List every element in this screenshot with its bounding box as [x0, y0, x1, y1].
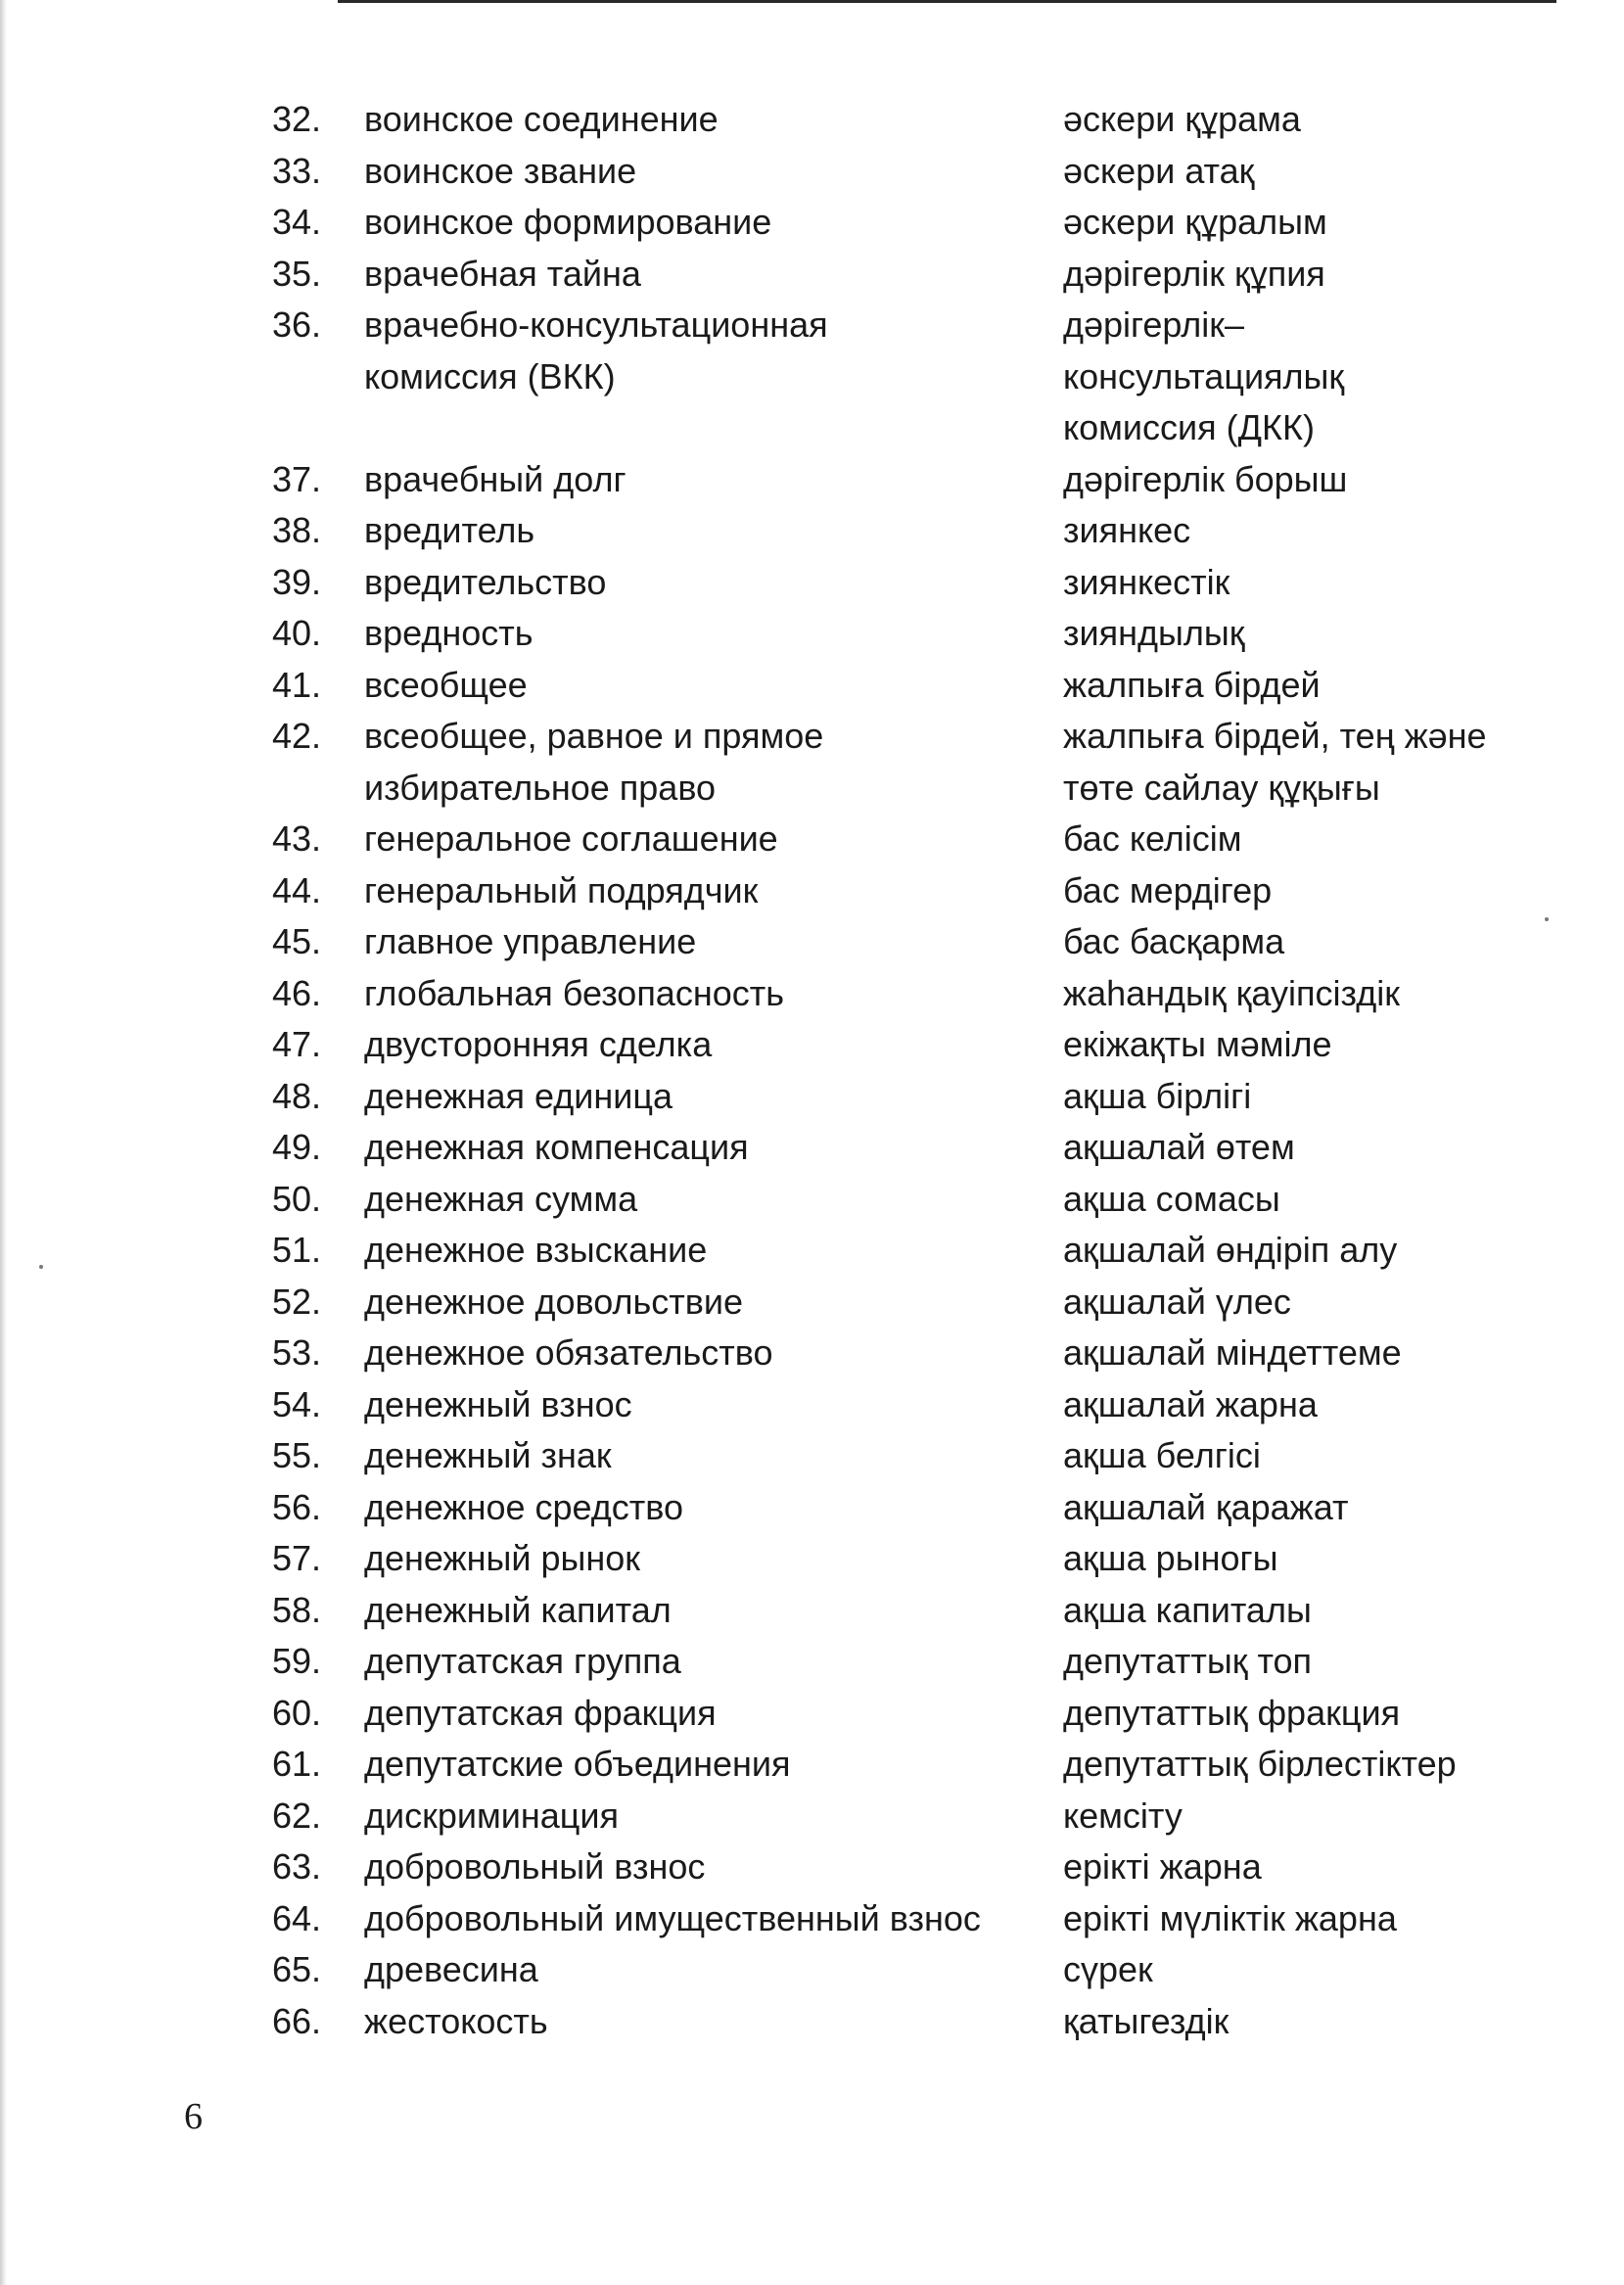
russian-term: врачебно-консультационная комиссия (ВКК): [364, 304, 828, 396]
russian-term: воинское соединение: [364, 99, 719, 139]
entry-number: 59.: [272, 1641, 322, 1681]
russian-term: вредитель: [364, 510, 535, 550]
russian-term: денежный рынок: [364, 1538, 641, 1578]
russian-term: вредительство: [364, 561, 607, 602]
glossary-entry: [0, 608, 1624, 660]
glossary-entry: [0, 660, 1624, 712]
kazakh-term: ақша рыногы: [1063, 1538, 1278, 1578]
entry-number: 60.: [272, 1692, 322, 1733]
glossary-list: [0, 94, 1624, 2047]
glossary-entry: [0, 814, 1624, 865]
glossary-entry: [0, 1893, 1624, 1945]
kazakh-term: ақша белгісі: [1063, 1435, 1261, 1475]
kazakh-term: дәрігерлік борыш: [1063, 458, 1348, 499]
kazakh-term: бас басқарма: [1063, 921, 1285, 961]
kazakh-term: қатыгездік: [1063, 2000, 1230, 2041]
kazakh-term: ерікті мүліктік жарна: [1063, 1897, 1397, 1938]
entry-number: 61.: [272, 1744, 322, 1784]
glossary-entry: [0, 505, 1624, 557]
glossary-entry: [0, 146, 1624, 198]
kazakh-term: кемсіту: [1063, 1795, 1183, 1836]
entry-number: 54.: [272, 1383, 322, 1424]
entry-number: 40.: [272, 613, 322, 653]
russian-term: генеральное соглашение: [364, 818, 778, 859]
russian-term: денежная компенсация: [364, 1127, 749, 1167]
glossary-entry: [0, 1739, 1624, 1791]
kazakh-term: әскери атақ: [1063, 150, 1255, 191]
russian-term: депутатские объединения: [364, 1744, 791, 1784]
russian-term: всеобщее, равное и прямое избирательное право: [364, 716, 824, 808]
glossary-entry: [0, 454, 1624, 506]
glossary-entry: [0, 1277, 1624, 1329]
russian-term: депутатская группа: [364, 1641, 681, 1681]
russian-term: воинское звание: [364, 150, 637, 191]
kazakh-term: депутаттық фракция: [1063, 1692, 1401, 1733]
kazakh-term: депутаттық топ: [1063, 1641, 1313, 1681]
entry-number: 35.: [272, 253, 322, 294]
glossary-entry: [0, 1636, 1624, 1688]
kazakh-term: жаһандық қауіпсіздік: [1063, 972, 1400, 1013]
glossary-entry: [0, 865, 1624, 917]
kazakh-term: ақшалай қаражат: [1063, 1486, 1349, 1527]
entry-number: 56.: [272, 1486, 322, 1527]
russian-term: депутатская фракция: [364, 1692, 717, 1733]
kazakh-term: дәрігерлік– консультациялық комиссия (ДКК): [1063, 304, 1345, 447]
entry-number: 38.: [272, 510, 322, 550]
glossary-entry: [0, 300, 1624, 454]
glossary-entry: [0, 249, 1624, 301]
glossary-entry: [0, 1996, 1624, 2048]
glossary-entry: [0, 1791, 1624, 1842]
entry-number: 63.: [272, 1846, 322, 1887]
top-rule: [338, 0, 1556, 3]
entry-number: 52.: [272, 1281, 322, 1322]
russian-term: двусторонняя сделка: [364, 1024, 713, 1064]
russian-term: генеральный подрядчик: [364, 869, 759, 910]
glossary-entry: [0, 1174, 1624, 1226]
russian-term: денежный знак: [364, 1435, 612, 1475]
russian-term: жестокость: [364, 2000, 548, 2041]
glossary-entry: [0, 557, 1624, 609]
entry-number: 34.: [272, 202, 322, 242]
russian-term: денежный взнос: [364, 1383, 632, 1424]
kazakh-term: бас келісім: [1063, 818, 1242, 859]
entry-number: 41.: [272, 664, 322, 705]
kazakh-term: ақша бірлігі: [1063, 1075, 1252, 1116]
russian-term: добровольный взнос: [364, 1846, 706, 1887]
glossary-entry: [0, 94, 1624, 146]
entry-number: 47.: [272, 1024, 322, 1064]
glossary-entry: [0, 1585, 1624, 1637]
kazakh-term: ақша капиталы: [1063, 1589, 1312, 1630]
kazakh-term: ақшалай жарна: [1063, 1383, 1318, 1424]
russian-term: древесина: [364, 1949, 538, 1989]
glossary-entry: [0, 1842, 1624, 1893]
russian-term: глобальная безопасность: [364, 972, 784, 1013]
glossary-entry: [0, 1328, 1624, 1379]
entry-number: 36.: [272, 304, 322, 345]
kazakh-term: әскери құрама: [1063, 99, 1301, 139]
entry-number: 44.: [272, 869, 322, 910]
kazakh-term: зиянкес: [1063, 510, 1191, 550]
kazakh-term: ерікті жарна: [1063, 1846, 1262, 1887]
russian-term: денежный капитал: [364, 1589, 672, 1630]
russian-term: врачебный долг: [364, 458, 626, 499]
glossary-entry: [0, 1122, 1624, 1174]
glossary-entry: [0, 1071, 1624, 1123]
kazakh-term: жалпыға бірдей, тең және төте сайлау құқығы: [1063, 716, 1487, 808]
entry-number: 46.: [272, 972, 322, 1013]
russian-term: главное управление: [364, 921, 697, 961]
kazakh-term: ақшалай үлес: [1063, 1281, 1291, 1322]
glossary-entry: [0, 1482, 1624, 1534]
entry-number: 45.: [272, 921, 322, 961]
entry-number: 32.: [272, 99, 322, 139]
entry-number: 33.: [272, 150, 322, 191]
kazakh-term: ақшалай міндеттеме: [1063, 1332, 1402, 1373]
glossary-entry: [0, 1019, 1624, 1071]
russian-term: денежное средство: [364, 1486, 684, 1527]
entry-number: 48.: [272, 1075, 322, 1116]
entry-number: 66.: [272, 2000, 322, 2041]
kazakh-term: зияндылық: [1063, 613, 1245, 653]
glossary-entry: [0, 1379, 1624, 1431]
russian-term: денежное довольствие: [364, 1281, 744, 1322]
page-number: 6: [184, 2096, 203, 2137]
entry-number: 37.: [272, 458, 322, 499]
entry-number: 50.: [272, 1178, 322, 1219]
russian-term: денежная сумма: [364, 1178, 638, 1219]
russian-term: добровольный имущественный взнос: [364, 1897, 981, 1938]
glossary-entry: [0, 1688, 1624, 1740]
kazakh-term: дәрігерлік құпия: [1063, 253, 1325, 294]
glossary-entry: [0, 711, 1624, 814]
kazakh-term: жалпыға бірдей: [1063, 664, 1321, 705]
kazakh-term: ақша сомасы: [1063, 1178, 1280, 1219]
entry-number: 62.: [272, 1795, 322, 1836]
russian-term: денежное обязательство: [364, 1332, 773, 1373]
entry-number: 64.: [272, 1897, 322, 1938]
entry-number: 49.: [272, 1127, 322, 1167]
kazakh-term: бас мердігер: [1063, 869, 1273, 910]
kazakh-term: ақшалай өндіріп алу: [1063, 1230, 1398, 1270]
kazakh-term: екіжақты мәміле: [1063, 1024, 1332, 1064]
russian-term: врачебная тайна: [364, 253, 641, 294]
russian-term: воинское формирование: [364, 202, 772, 242]
entry-number: 42.: [272, 716, 322, 756]
entry-number: 43.: [272, 818, 322, 859]
glossary-entry: [0, 1430, 1624, 1482]
kazakh-term: ақшалай өтем: [1063, 1127, 1295, 1167]
entry-number: 39.: [272, 561, 322, 602]
russian-term: денежное взыскание: [364, 1230, 708, 1270]
kazakh-term: әскери құралым: [1063, 202, 1327, 242]
kazakh-term: сүрек: [1063, 1949, 1153, 1989]
kazakh-term: депутаттық бірлестіктер: [1063, 1744, 1457, 1784]
russian-term: денежная единица: [364, 1075, 673, 1116]
glossary-entry: [0, 968, 1624, 1020]
russian-term: всеобщее: [364, 664, 528, 705]
russian-term: дискриминация: [364, 1795, 619, 1836]
glossary-entry: [0, 1225, 1624, 1277]
glossary-entry: [0, 1533, 1624, 1585]
entry-number: 51.: [272, 1230, 322, 1270]
russian-term: вредность: [364, 613, 534, 653]
entry-number: 57.: [272, 1538, 322, 1578]
entry-number: 58.: [272, 1589, 322, 1630]
entry-number: 55.: [272, 1435, 322, 1475]
entry-number: 65.: [272, 1949, 322, 1989]
entry-number: 53.: [272, 1332, 322, 1373]
glossary-entry: [0, 1944, 1624, 1996]
glossary-entry: [0, 916, 1624, 968]
glossary-entry: [0, 197, 1624, 249]
kazakh-term: зиянкестік: [1063, 561, 1230, 602]
